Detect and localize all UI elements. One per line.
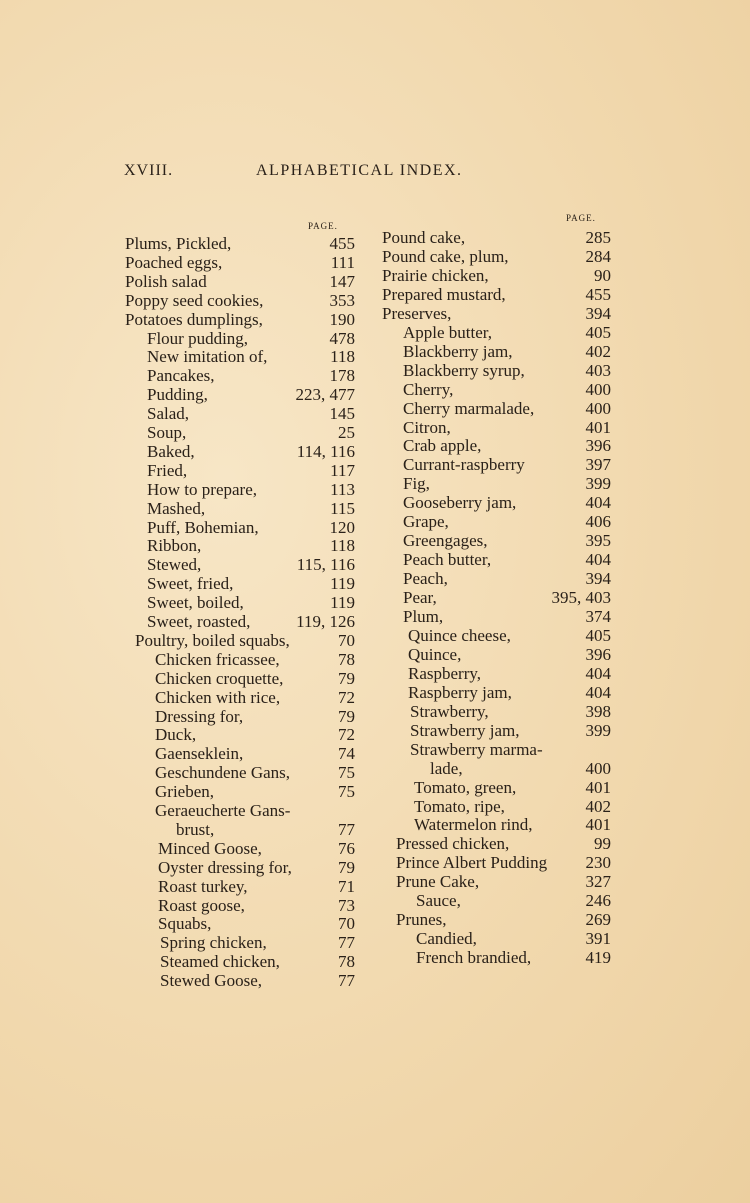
entry-label: Crab apple, bbox=[403, 436, 482, 456]
entry-label: Peach, bbox=[403, 569, 448, 589]
index-entry bbox=[0, 759, 750, 778]
entry-label: Strawberry jam, bbox=[410, 720, 520, 740]
index-entry bbox=[0, 683, 750, 702]
entry-page-number: 398 bbox=[585, 701, 611, 721]
entry-page-number: 115, 116 bbox=[296, 555, 355, 575]
entry-label: Blackberry syrup, bbox=[403, 360, 525, 380]
entry-page-number: 77 bbox=[338, 971, 355, 991]
entry-page-number: 119, 126 bbox=[296, 612, 355, 631]
entry-label: Tomato, green, bbox=[414, 777, 517, 797]
entry-label: Peach butter, bbox=[403, 550, 492, 570]
index-entry bbox=[0, 304, 750, 323]
entry-label: Sweet, fried, bbox=[147, 574, 234, 594]
entry-page-number: 178 bbox=[329, 366, 355, 386]
entry-page-number: 75 bbox=[338, 782, 355, 802]
entry-label: Prunes, bbox=[396, 910, 447, 930]
entry-page-number: 73 bbox=[338, 895, 355, 915]
entry-label: How to prepare, bbox=[147, 479, 257, 499]
entry-page-number: 76 bbox=[338, 838, 355, 858]
entry-label: Cherry marmalade, bbox=[403, 398, 535, 418]
entry-label: Pound cake, bbox=[382, 228, 466, 247]
entry-label: Grape, bbox=[403, 512, 449, 532]
entry-page-number: 400 bbox=[585, 758, 611, 778]
entry-page-number: 70 bbox=[338, 630, 355, 650]
entry-label: New imitation of, bbox=[147, 347, 268, 367]
entry-label: Watermelon rind, bbox=[414, 815, 533, 835]
entry-label: Geschundene Gans, bbox=[155, 763, 291, 783]
entry-page-number: 402 bbox=[585, 796, 611, 816]
entry-label: Mashed, bbox=[147, 498, 206, 518]
entry-label: Blackberry jam, bbox=[403, 341, 513, 361]
entry-label: Chicken croquette, bbox=[155, 668, 284, 688]
entry-page-number: 190 bbox=[329, 309, 355, 329]
entry-label: Raspberry jam, bbox=[408, 682, 512, 702]
entry-label: Gooseberry jam, bbox=[403, 493, 517, 513]
entry-label: Poached eggs, bbox=[125, 252, 223, 272]
entry-label: Pudding, bbox=[147, 385, 208, 405]
index-entry bbox=[0, 266, 750, 285]
index-entry bbox=[0, 569, 750, 588]
entry-page-number: 114, 116 bbox=[296, 441, 355, 461]
entry-label: Ribbon, bbox=[147, 536, 202, 556]
entry-page-number: 78 bbox=[338, 952, 355, 972]
entry-page-number: 401 bbox=[585, 815, 611, 835]
entry-label: Soup, bbox=[147, 423, 187, 442]
entry-page-number: 405 bbox=[585, 322, 611, 342]
entry-label: Greengages, bbox=[403, 531, 488, 551]
entry-label: Cherry, bbox=[403, 379, 454, 399]
page-column-heading: PAGE. bbox=[308, 221, 338, 231]
entry-label: Apple butter, bbox=[403, 322, 493, 342]
entry-label: Sauce, bbox=[416, 891, 461, 911]
index-entry bbox=[0, 664, 750, 683]
entry-page-number: 269 bbox=[585, 910, 611, 930]
entry-label: Potatoes dumplings, bbox=[125, 309, 263, 329]
index-entry bbox=[0, 550, 750, 569]
entry-page-number: 455 bbox=[329, 234, 355, 253]
index-entry bbox=[0, 455, 750, 474]
entry-page-number: 115 bbox=[330, 498, 355, 518]
entry-label: Puff, Bohemian, bbox=[147, 517, 259, 537]
index-entry bbox=[0, 910, 750, 929]
entry-page-number: 72 bbox=[338, 687, 355, 707]
entry-page-number: 399 bbox=[585, 720, 611, 740]
entry-page-number: 353 bbox=[329, 290, 355, 310]
entry-label: Flour pudding, bbox=[147, 328, 249, 348]
index-entry bbox=[0, 853, 750, 872]
entry-label: Roast goose, bbox=[158, 895, 245, 915]
entry-page-number: 111 bbox=[330, 252, 355, 272]
index-entry bbox=[0, 645, 750, 664]
index-entry bbox=[0, 228, 750, 247]
entry-label: Minced Goose, bbox=[158, 838, 262, 858]
entry-page-number: 223, 477 bbox=[295, 385, 355, 405]
entry-page-number: 419 bbox=[585, 948, 611, 968]
index-entry bbox=[0, 474, 750, 493]
page-header bbox=[0, 162, 750, 192]
entry-label: Stewed Goose, bbox=[160, 971, 262, 991]
entry-label: Stewed, bbox=[147, 555, 202, 575]
entry-label: Citron, bbox=[403, 417, 451, 437]
entry-page-number: 395 bbox=[585, 531, 611, 551]
entry-page-number: 72 bbox=[338, 725, 355, 745]
entry-label: Grieben, bbox=[155, 782, 215, 802]
entry-page-number: 25 bbox=[338, 423, 355, 442]
entry-label: Poultry, boiled squabs, bbox=[135, 630, 290, 650]
entry-page-number: 79 bbox=[338, 668, 355, 688]
index-entry bbox=[0, 891, 750, 910]
entry-label: Poppy seed cookies, bbox=[125, 290, 264, 310]
entry-label: Pear, bbox=[403, 588, 437, 607]
index-entry bbox=[0, 834, 750, 853]
entry-label: Plums, Pickled, bbox=[125, 234, 232, 253]
entry-page-number: 395, 403 bbox=[551, 588, 611, 607]
entry-label: Plum, bbox=[403, 607, 444, 626]
entry-label: Steamed chicken, bbox=[160, 952, 280, 972]
entry-label: Duck, bbox=[155, 725, 197, 745]
entry-label: Dressing for, bbox=[155, 706, 244, 726]
entry-page-number: 394 bbox=[585, 303, 611, 323]
entry-label: Quince, bbox=[408, 644, 462, 664]
entry-page-number: 399 bbox=[585, 474, 611, 494]
entry-label: Candied, bbox=[416, 929, 477, 949]
entry-label: Chicken fricassee, bbox=[155, 649, 280, 669]
entry-page-number: 147 bbox=[329, 271, 355, 291]
entry-page-number: 77 bbox=[338, 819, 355, 839]
entry-label: Strawberry marma- bbox=[410, 739, 543, 759]
entry-page-number: 119 bbox=[330, 574, 355, 594]
entry-page-number: 402 bbox=[585, 341, 611, 361]
entry-page-number: 230 bbox=[585, 853, 611, 873]
index-entry bbox=[0, 512, 750, 531]
index-entry bbox=[0, 399, 750, 418]
entry-page-number: 285 bbox=[585, 228, 611, 247]
entry-page-number: 117 bbox=[330, 460, 355, 480]
entry-page-number: 396 bbox=[585, 644, 611, 664]
entry-label: Fig, bbox=[403, 474, 430, 494]
entry-page-number: 400 bbox=[585, 379, 611, 399]
entry-page-number: 118 bbox=[330, 536, 355, 556]
index-entry bbox=[0, 588, 750, 607]
entry-label: Preserves, bbox=[382, 303, 452, 323]
entry-label: Chicken with rice, bbox=[155, 687, 281, 707]
entry-page-number: 74 bbox=[338, 744, 355, 764]
index-entry bbox=[0, 948, 750, 967]
entry-page-number: 404 bbox=[585, 493, 611, 513]
entry-page-number: 99 bbox=[594, 834, 611, 854]
entry-label: Sweet, boiled, bbox=[147, 593, 244, 613]
entry-page-number: 406 bbox=[585, 512, 611, 532]
entry-label: Prince Albert Pudding bbox=[396, 853, 548, 873]
index-entry bbox=[0, 778, 750, 797]
entry-page-number: 70 bbox=[338, 914, 355, 934]
index-entry bbox=[0, 493, 750, 512]
index-entry bbox=[0, 342, 750, 361]
entry-page-number: 79 bbox=[338, 706, 355, 726]
entry-label: Quince cheese, bbox=[408, 626, 511, 645]
entry-label: Currant-raspberry bbox=[403, 455, 525, 475]
entry-page-number: 394 bbox=[585, 569, 611, 589]
entry-page-number: 374 bbox=[585, 607, 611, 626]
entry-label: French brandied, bbox=[416, 948, 532, 968]
entry-page-number: 455 bbox=[585, 284, 611, 304]
entry-page-number: 404 bbox=[585, 663, 611, 683]
index-entry bbox=[0, 929, 750, 948]
entry-label: Pancakes, bbox=[147, 366, 215, 386]
page-number: XVIII. bbox=[124, 162, 174, 179]
entry-page-number: 405 bbox=[585, 626, 611, 645]
index-entry bbox=[0, 971, 750, 990]
index-entry bbox=[0, 626, 750, 645]
entry-label: Pound cake, plum, bbox=[382, 246, 509, 266]
entry-label: Raspberry, bbox=[408, 663, 482, 683]
entry-page-number: 478 bbox=[329, 328, 355, 348]
entry-label: Tomato, ripe, bbox=[414, 796, 505, 816]
entry-page-number: 120 bbox=[329, 517, 355, 537]
entry-label: Spring chicken, bbox=[160, 933, 267, 953]
entry-label: Pressed chicken, bbox=[396, 834, 510, 854]
index-entry bbox=[0, 815, 750, 834]
entry-page-number: 90 bbox=[594, 265, 611, 285]
entry-page-number: 400 bbox=[585, 398, 611, 418]
entry-page-number: 284 bbox=[585, 246, 611, 266]
entry-label: Roast turkey, bbox=[158, 876, 248, 896]
entry-page-number: 397 bbox=[585, 455, 611, 475]
entry-page-number: 113 bbox=[330, 479, 355, 499]
entry-page-number: 401 bbox=[585, 777, 611, 797]
index-entry bbox=[0, 740, 750, 759]
entry-label: lade, bbox=[430, 758, 463, 778]
entry-page-number: 401 bbox=[585, 417, 611, 437]
entry-page-number: 246 bbox=[585, 891, 611, 911]
entry-label: Geraeucherte Gans- bbox=[155, 801, 291, 820]
entry-label: Oyster dressing for, bbox=[158, 857, 292, 877]
entry-page-number: 119 bbox=[330, 593, 355, 613]
entry-label: Salad, bbox=[147, 404, 190, 424]
entry-page-number: 396 bbox=[585, 436, 611, 456]
entry-label: Polish salad bbox=[125, 271, 207, 291]
entry-label: Fried, bbox=[147, 460, 188, 480]
index-entry bbox=[0, 531, 750, 550]
index-entry bbox=[0, 607, 750, 626]
entry-page-number: 327 bbox=[585, 872, 611, 892]
index-entry bbox=[0, 247, 750, 266]
entry-page-number: 77 bbox=[338, 933, 355, 953]
index-entry bbox=[0, 361, 750, 380]
index-entry bbox=[0, 721, 750, 740]
entry-label: Strawberry, bbox=[410, 701, 489, 721]
entry-page-number: 118 bbox=[330, 347, 355, 367]
entry-label: Prune Cake, bbox=[396, 872, 480, 892]
index-entry bbox=[0, 323, 750, 342]
entry-page-number: 403 bbox=[585, 360, 611, 380]
index-entry bbox=[0, 418, 750, 437]
entry-page-number: 404 bbox=[585, 550, 611, 570]
index-entry bbox=[0, 380, 750, 399]
index-entry bbox=[0, 436, 750, 455]
entry-page-number: 75 bbox=[338, 763, 355, 783]
entry-page-number: 78 bbox=[338, 649, 355, 669]
index-entry bbox=[0, 797, 750, 816]
index-entry bbox=[0, 285, 750, 304]
entry-page-number: 79 bbox=[338, 857, 355, 877]
index-entry bbox=[0, 702, 750, 721]
entry-page-number: 145 bbox=[329, 404, 355, 424]
entry-label: brust, bbox=[176, 819, 215, 839]
page-title: ALPHABETICAL INDEX. bbox=[256, 162, 463, 179]
page-column-heading: PAGE. bbox=[566, 213, 596, 223]
index-entry bbox=[0, 872, 750, 891]
entry-label: Prepared mustard, bbox=[382, 284, 506, 304]
entry-page-number: 71 bbox=[338, 876, 355, 896]
entry-label: Sweet, roasted, bbox=[147, 612, 251, 631]
entry-label: Prairie chicken, bbox=[382, 265, 489, 285]
entry-label: Gaenseklein, bbox=[155, 744, 244, 764]
entry-page-number: 404 bbox=[585, 682, 611, 702]
entry-label: Baked, bbox=[147, 441, 195, 461]
entry-label: Squabs, bbox=[158, 914, 212, 934]
entry-page-number: 391 bbox=[585, 929, 611, 949]
